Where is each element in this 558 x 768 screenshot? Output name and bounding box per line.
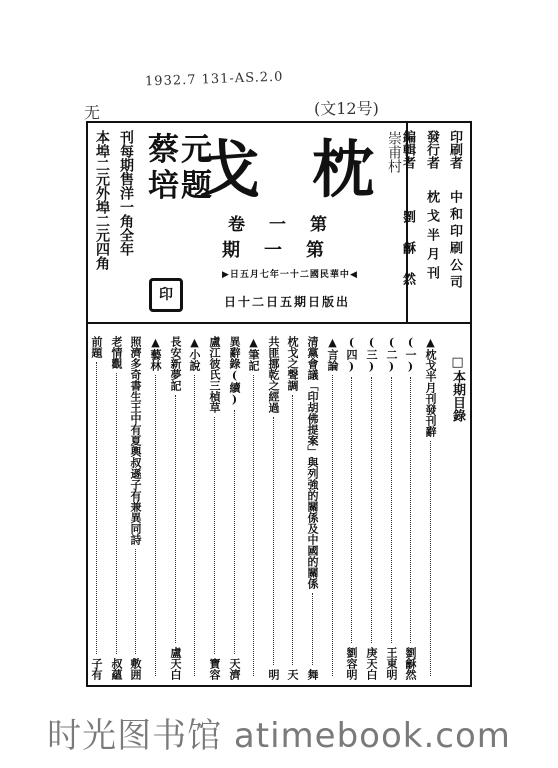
toc-item-author: 盧天白 xyxy=(169,647,182,680)
toc-item-title: 盧江彼氏三楨草 xyxy=(208,336,221,413)
toc-item xyxy=(247,336,260,680)
toc-item-leader xyxy=(292,395,294,665)
toc-heading-marker: □ xyxy=(450,355,465,370)
toc-item-leader xyxy=(96,362,98,654)
toc-item-leader xyxy=(391,377,393,643)
printer-label: 印刷者 xyxy=(447,130,462,169)
printer-value: 中和印刷公司 xyxy=(447,190,462,292)
toc-item xyxy=(424,336,437,680)
toc-item-title: ▲筆記 xyxy=(247,336,260,371)
toc-item xyxy=(365,336,378,680)
toc-item-leader xyxy=(135,549,137,654)
toc-item-author: 天濟 xyxy=(228,658,241,680)
issue-label: 第一期 xyxy=(222,240,348,261)
handwritten-note-right: (文12号) xyxy=(314,99,379,118)
watermark-text: 时光图书馆 atimebook.com xyxy=(47,716,511,756)
toc-item-leader xyxy=(234,410,236,654)
toc-item-author: 明 xyxy=(267,669,280,680)
handwritten-note-left: 无 xyxy=(84,103,101,122)
toc-item-title: 枕戈之聲調 xyxy=(286,336,299,391)
title-char-1: 枕 xyxy=(311,133,374,206)
toc-item-title: 老情觀 xyxy=(110,336,123,369)
toc-item-title: 清黨會議「印胡佛提案」與列強的關係及中國的關係 xyxy=(306,336,319,589)
toc-item-leader xyxy=(273,417,275,665)
toc-item-author: 天 xyxy=(286,669,299,680)
toc-item xyxy=(149,336,162,680)
price-column-1: 本埠二元外埠二元四角 xyxy=(94,130,110,270)
toc-item-title: ▲言論 xyxy=(326,336,339,371)
toc-item-author: 劉龢然 xyxy=(404,647,417,680)
toc-item-author: 寶容 xyxy=(208,658,221,680)
handwritten-note-top: 1932.7 131-AS.2.0 xyxy=(144,69,284,90)
toc-item-leader xyxy=(371,377,373,643)
toc-item xyxy=(188,336,201,680)
toc-item xyxy=(326,336,339,680)
issuer-value: 枕戈半月刊 xyxy=(424,190,439,285)
volume-label: 第一卷 xyxy=(228,215,351,235)
toc-item-author: 敷囲 xyxy=(129,658,142,680)
toc-item-leader xyxy=(214,417,216,654)
toc-item-author: 子有 xyxy=(90,658,103,680)
date-marker-left: ▶ xyxy=(222,270,230,280)
toc-item-leader xyxy=(175,395,177,643)
seal-stamp: 印 xyxy=(149,278,183,312)
toc-item-author: 王東明 xyxy=(385,647,398,680)
price-column-2: 刊每期售洋一角全年 xyxy=(118,130,134,256)
handwritten-signature: 崇甫村 xyxy=(386,131,402,173)
toc-item xyxy=(267,336,280,680)
toc-item xyxy=(385,336,398,680)
toc-item xyxy=(90,336,103,680)
toc-item-leader xyxy=(351,377,353,643)
issuer-label: 發行者 xyxy=(424,130,439,169)
date-text: 中華民國二十一年七月五日 xyxy=(229,270,350,280)
toc-item-title: ▲藝林 xyxy=(149,336,162,371)
toc-item xyxy=(129,336,142,680)
editor-value: 劉龢然 xyxy=(400,210,415,303)
inscription-line-2: 培题 xyxy=(148,168,214,204)
toc-item-leader xyxy=(332,375,334,676)
toc-item-title: 共匪挪乾之經過 xyxy=(267,336,280,413)
toc-item-author: 舞 xyxy=(306,669,319,680)
toc-item-leader xyxy=(253,375,255,676)
masthead-title xyxy=(198,135,374,205)
toc-item-title: 前題 xyxy=(90,336,103,358)
toc-item-title: (三) xyxy=(365,336,378,373)
toc-item xyxy=(169,336,182,680)
toc-item-title: ▲枕戈半月刊發刊辭 xyxy=(424,336,437,437)
toc-item xyxy=(208,336,221,680)
toc-item xyxy=(404,336,417,680)
toc-item-title: (二) xyxy=(385,336,398,373)
editor-label: 編輯者 xyxy=(400,130,415,169)
toc-item xyxy=(286,336,299,680)
inscription-line-1: 蔡元 xyxy=(148,132,214,168)
publish-schedule: 出版日期五日二十日 xyxy=(224,295,351,309)
toc-item-leader xyxy=(194,375,196,676)
toc-item xyxy=(345,336,358,680)
toc-item-leader xyxy=(116,373,118,654)
toc-heading-text: 本期目錄 xyxy=(450,370,465,422)
toc-item-author: 庚天白 xyxy=(365,647,378,680)
title-char-2: 戈 xyxy=(198,133,261,206)
toc-item-leader xyxy=(410,377,412,643)
date-label xyxy=(222,267,358,280)
toc-item-title: 照濟多奇書生王中有夏輿叔遜子有兼異同詩 xyxy=(129,336,142,545)
toc-item-title: (四) xyxy=(345,336,358,373)
toc-item xyxy=(306,336,319,680)
toc-item-title: 異辭錄(續) xyxy=(228,336,241,406)
toc-item-leader xyxy=(312,593,314,665)
toc-item-title: ▲小說 xyxy=(188,336,201,371)
toc-item-title: 長安新夢記 xyxy=(169,336,182,391)
toc-item xyxy=(110,336,123,680)
toc-item-author: 劉容明 xyxy=(345,647,358,680)
date-marker-right: ◀ xyxy=(349,270,358,280)
toc-item-leader xyxy=(430,441,432,676)
toc-item-leader xyxy=(155,375,157,676)
toc-heading xyxy=(441,355,465,422)
toc-item-author: 叔蘊 xyxy=(110,658,123,680)
horizontal-divider xyxy=(86,322,472,324)
toc-item-title: (一) xyxy=(404,336,417,373)
toc-item xyxy=(228,336,241,680)
